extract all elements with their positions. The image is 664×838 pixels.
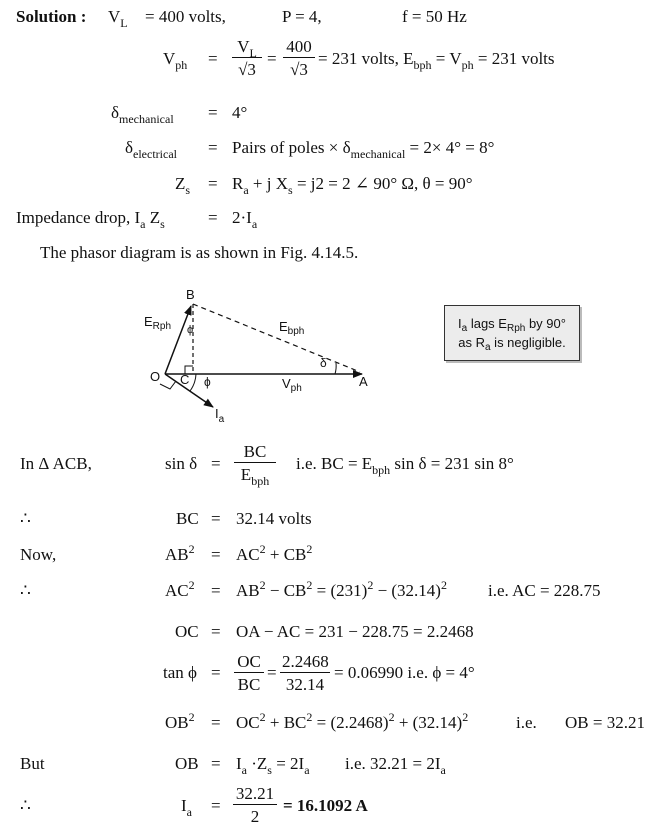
- vph-result: = 231 volts, $E_{bph} = V_{ph} = 231$ volts: [318, 49, 555, 72]
- ob-ie: i.e.: [516, 713, 537, 732]
- ac2-rhs: $AB^2 - CB^2 = (231)^2 - (32.14)^2$: [236, 578, 447, 600]
- label-delta: δ: [320, 356, 327, 370]
- label-ia: $I_a$: [215, 406, 225, 425]
- ab2-rhs: $AC^2 + CB^2$: [236, 542, 313, 564]
- ob-result: OB = 32.21: [565, 713, 645, 732]
- phi-arc: [190, 374, 196, 391]
- ob2-lhs: $OB^2$: [165, 710, 195, 732]
- ac-result: i.e. AC = 228.75: [488, 581, 601, 600]
- equals-sign: =: [211, 754, 221, 773]
- equals-sign: =: [208, 103, 218, 122]
- zs-rhs: $R_a + j$ $X_s = j2 = 2$ ∠ 90° Ω, θ = 90°: [232, 174, 473, 197]
- note-line-1: $I_a$ lags $E_{Rph}$ by 90°: [458, 316, 566, 334]
- equals-sign: =: [267, 663, 277, 682]
- note-box: [444, 305, 580, 361]
- equals-sign: =: [211, 509, 221, 528]
- ob-rest: i.e. $32.21 = 2I_a$: [345, 754, 446, 777]
- equals-sign: =: [211, 713, 221, 732]
- vl-value: = 400 volts,: [145, 7, 226, 26]
- but-label: But: [20, 754, 45, 773]
- bc-over-ebph: BC $E_{bph}$: [234, 443, 276, 483]
- delta-elec-rhs: Pairs of poles × $\delta_{mechanical} = 2\times 4^\circ = 8^\circ$: [232, 138, 495, 161]
- equals-sign: =: [208, 49, 218, 68]
- equals-sign: =: [211, 622, 221, 641]
- value-fraction: $\frac{2.2468}{32.14}$: [282, 652, 329, 694]
- zs-lhs: $Z_s$: [175, 174, 191, 197]
- therefore-symbol: ∴: [20, 796, 31, 815]
- oc-lhs: OC: [175, 622, 199, 641]
- oc-value: OA − AC = 231 − 228.75 = 2.2468: [236, 622, 474, 641]
- label-o: O: [150, 369, 161, 384]
- tan-phi-lhs: tan ϕ: [163, 663, 197, 682]
- triangle-label: In Δ ACB,: [20, 454, 92, 473]
- ia-lhs: $I_a$: [181, 796, 192, 819]
- equals-sign: =: [211, 663, 221, 682]
- ac2-lhs: $AC^2$: [165, 578, 195, 600]
- delta-arc: [335, 363, 336, 374]
- freq-given: f = 50 Hz: [402, 7, 467, 26]
- label-ebph: $E_{bph}$: [279, 319, 305, 337]
- equals-sign: =: [211, 581, 221, 600]
- label-phi-top: ϕ: [187, 324, 194, 336]
- sin-delta-lhs: sin δ: [165, 454, 198, 473]
- 400-over-root3: $\frac{400}{√3}$: [283, 38, 315, 78]
- equals-sign: =: [208, 174, 218, 193]
- equals-sign: =: [211, 545, 221, 564]
- label-vph: $V_{ph}$: [282, 376, 302, 394]
- note-line-2: as $R_a$ is negligible.: [458, 335, 566, 353]
- ia-result: = 16.1092 A: [283, 796, 368, 815]
- impedance-drop-label: Impedance drop, $I_a$ $Z_s$: [16, 208, 165, 231]
- therefore-symbol: ∴: [20, 581, 31, 600]
- tan-phi-rest: = 0.06990 i.e. ϕ = 4°: [334, 663, 475, 682]
- phasor-intro-text: The phasor diagram is as shown in Fig. 4.14.5.: [40, 243, 359, 262]
- ebph-phasor: [193, 304, 360, 372]
- delta-mech-value: 4°: [232, 103, 248, 122]
- right-angle-mark-o: [160, 381, 176, 389]
- delta-elec-lhs: $\delta_{electrical}$: [125, 138, 177, 161]
- now-label: Now,: [20, 545, 57, 564]
- label-b: B: [186, 287, 195, 302]
- sin-delta-rest: i.e. BC = $E_{bph}$ sin δ = 231 sin 8°: [296, 454, 514, 477]
- ob-lhs: OB: [175, 754, 199, 773]
- equals-sign: =: [208, 208, 218, 227]
- erph-phasor: [165, 306, 194, 374]
- delta-mech-lhs: $\delta_{mechanical}$: [111, 103, 174, 126]
- ab2-lhs: $AB^2$: [165, 542, 195, 564]
- poles-given: P = 4,: [282, 7, 322, 26]
- equals-sign: =: [208, 138, 218, 157]
- label-erph: $E_{Rph}$: [144, 314, 172, 332]
- ob-rhs: $I_a \cdot Z_s = 2I_a$: [236, 754, 310, 777]
- bc-lhs: BC: [176, 509, 199, 528]
- therefore-symbol: ∴: [20, 509, 31, 528]
- ia-fraction: $\frac{32.21}{2}$: [233, 785, 277, 825]
- vl-given: $V_L$: [108, 7, 128, 30]
- oc-over-bc: $\frac{OC}{BC}$: [234, 653, 264, 693]
- label-phi: ϕ: [204, 375, 211, 389]
- vph-lhs: $V_{ph}$: [163, 49, 188, 72]
- ob2-rhs: $OC^2 + BC^2 = (2.2468)^2 + (32.14)^2$: [236, 710, 469, 732]
- solution-label: Solution :: [16, 7, 87, 26]
- equals-sign: =: [211, 796, 221, 815]
- label-c: C: [180, 372, 190, 387]
- label-a: A: [359, 374, 368, 389]
- equals-sign: =: [211, 454, 221, 473]
- equals-sign: =: [267, 49, 277, 68]
- bc-value: 32.14 volts: [236, 509, 312, 528]
- impedance-drop-value: $2\cdot I_a$: [232, 208, 258, 231]
- vl-over-root3: $\frac{V_L}{√3}$: [232, 38, 262, 78]
